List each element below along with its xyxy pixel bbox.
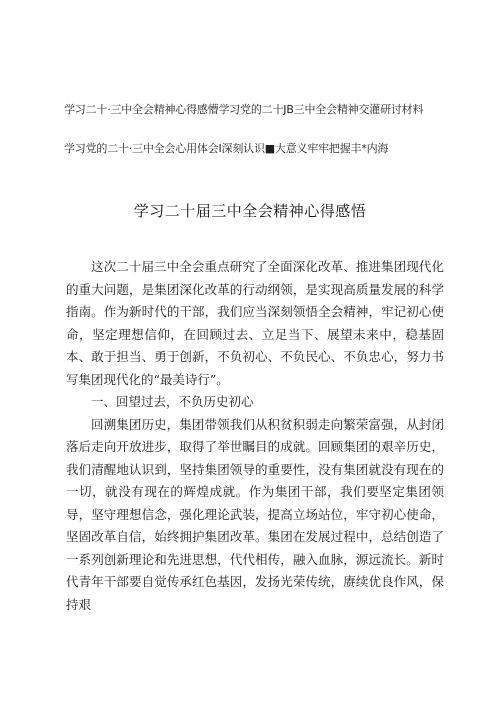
header-line-1: 学习二十·三中全会精神心得感懵学习党的二十JB三中全会精神交灌研讨材料 [64,103,424,116]
intro-paragraph: 这次二十届三中全会重点研究了全面深化改革、推进集团现代化的重大问题，是集团深化改革的行动纲领，是实现高质量发展的科学指南。作为新时代的干部，我们应当深刻领悟全会精神，牢记初心使命，坚定理想信仰，在回顾过去、立足当下、展望未来中，稳基固本、敢于担当、勇于创新，不负初心、不负民心、不负忠心，努力书写集团现代化的“最美诗行”。 [66,259,444,387]
section-heading: 一、回望过去，不负历史初心 [91,394,254,409]
document-body [66,256,444,616]
document-title: 学习二十届三中全会精神心得感悟 [133,202,367,220]
body-paragraph: 回溯集团历史，集团带领我们从积贫积弱走向繁荣富强，从封闭落后走向开放进步，取得了举世瞩目的成就。回顾集团的艰辛历史，我们清醒地认识到，坚持集团领导的重要性，没有集团就没有现在的一切，就没有现在的辉煌成就。作为集团干部，我们要坚定集团领导，坚守理想信念，强化理论武装，提高立场站位，牢守初心使命，坚固改革自信，始终拥护集团改革。集团在发展过程中，总结创造了一系列创新理论和先进思想，代代相传，融入血脉，源远流长。新时代青年干部要自觉传承红色基因，发扬光荣传统，赓续优良作风，保持艰 [66,416,444,612]
header-line-2: 学习党的二十·三中全会心用体会Ⅰ深刻认识■大意义牢牢把握丰*内海 [64,142,389,155]
